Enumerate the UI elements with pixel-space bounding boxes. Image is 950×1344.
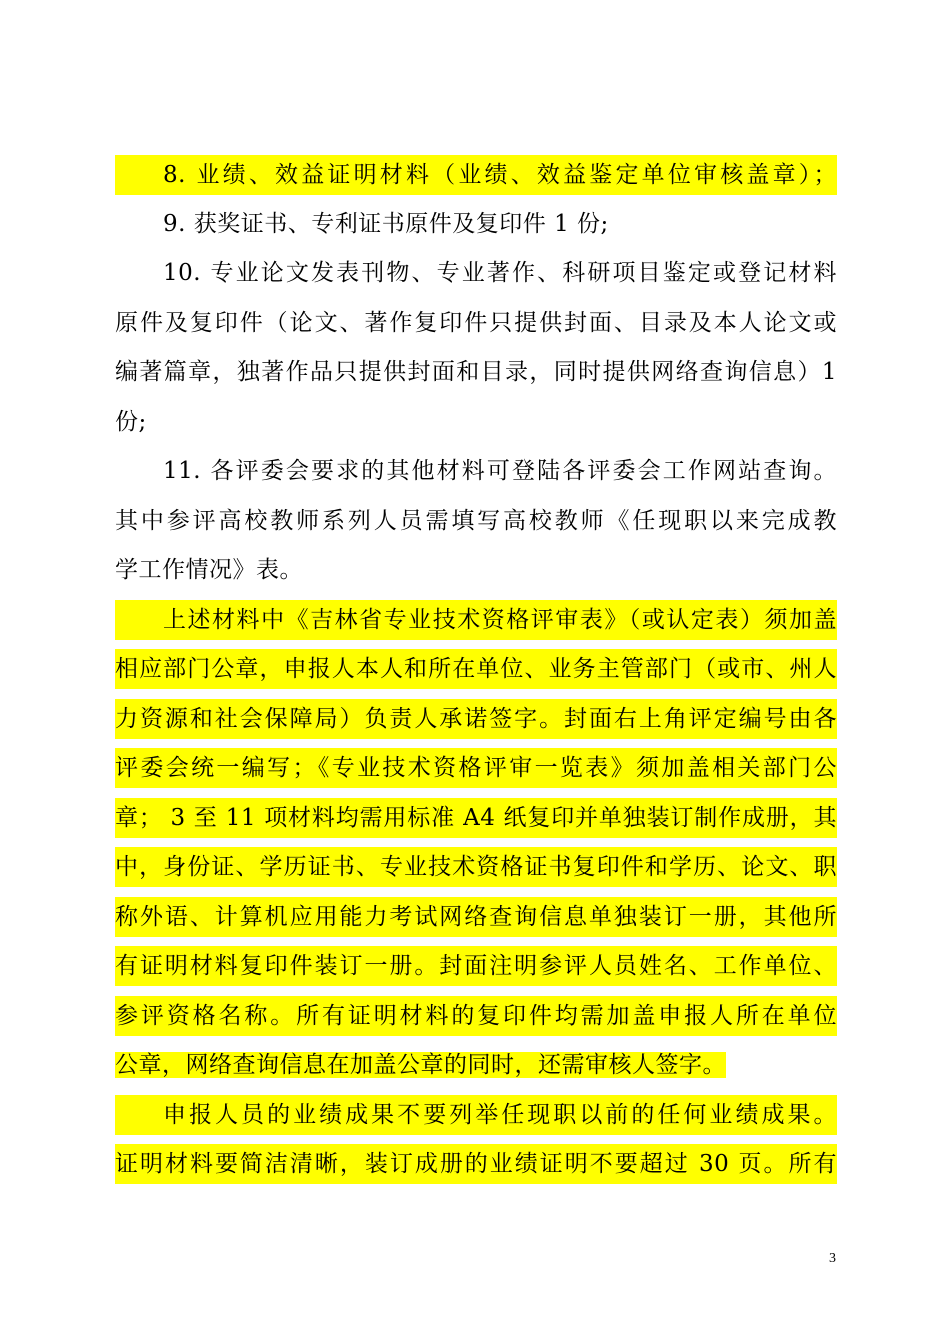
paragraph-line: 中，身份证、学历证书、专业技术资格证书复印件和学历、论文、职 bbox=[115, 847, 837, 887]
page-number: 3 bbox=[829, 1251, 836, 1266]
paragraph-line: 有证明材料复印件装订一册。封面注明参评人员姓名、工作单位、 bbox=[115, 946, 837, 986]
paragraph-line: 称外语、计算机应用能力考试网络查询信息单独装订一册，其他所 bbox=[115, 897, 837, 937]
paragraph-line: 参评资格名称。所有证明材料的复印件均需加盖申报人所在单位 bbox=[115, 996, 837, 1036]
paragraph-line: 原件及复印件（论文、著作复印件只提供封面、目录及本人论文或 bbox=[115, 310, 837, 336]
paragraph-line: 力资源和社会保障局）负责人承诺签字。封面右上角评定编号由各 bbox=[115, 699, 837, 739]
paragraph-line: 评委会统一编写；《专业技术资格评审一览表》须加盖相关部门公 bbox=[115, 748, 837, 788]
paragraph-line: 9. 获奖证书、专利证书原件及复印件 1 份; bbox=[163, 211, 609, 237]
paragraph-line: 学工作情况》表。 bbox=[115, 557, 303, 583]
paragraph-line: 11. 各评委会要求的其他材料可登陆各评委会工作网站查询。 bbox=[163, 458, 837, 484]
paragraph-line: 上述材料中《吉林省专业技术资格评审表》（或认定表）须加盖 bbox=[115, 600, 837, 640]
paragraph-line: 章； 3 至 11 项材料均需用标准 A4 纸复印并单独装订制作成册，其 bbox=[115, 798, 837, 838]
paragraph-line: 公章，网络查询信息在加盖公章的同时，还需审核人签字。 bbox=[115, 1052, 726, 1078]
paragraph-line: 申报人员的业绩成果不要列举任现职以前的任何业绩成果。 bbox=[115, 1095, 837, 1135]
paragraph-line: 8. 业绩、效益证明材料（业绩、效益鉴定单位审核盖章）； bbox=[115, 155, 837, 195]
paragraph-line: 编著篇章，独著作品只提供封面和目录，同时提供网络查询信息）1 bbox=[115, 359, 837, 385]
paragraph-line: 相应部门公章，申报人本人和所在单位、业务主管部门（或市、州人 bbox=[115, 649, 837, 689]
paragraph-line: 10. 专业论文发表刊物、专业著作、科研项目鉴定或登记材料 bbox=[163, 260, 837, 286]
paragraph-line: 份; bbox=[115, 409, 147, 435]
paragraph-line: 证明材料要简洁清晰，装订成册的业绩证明不要超过 30 页。所有 bbox=[115, 1144, 837, 1184]
paragraph-line: 其中参评高校教师系列人员需填写高校教师《任现职以来完成教 bbox=[115, 508, 837, 534]
